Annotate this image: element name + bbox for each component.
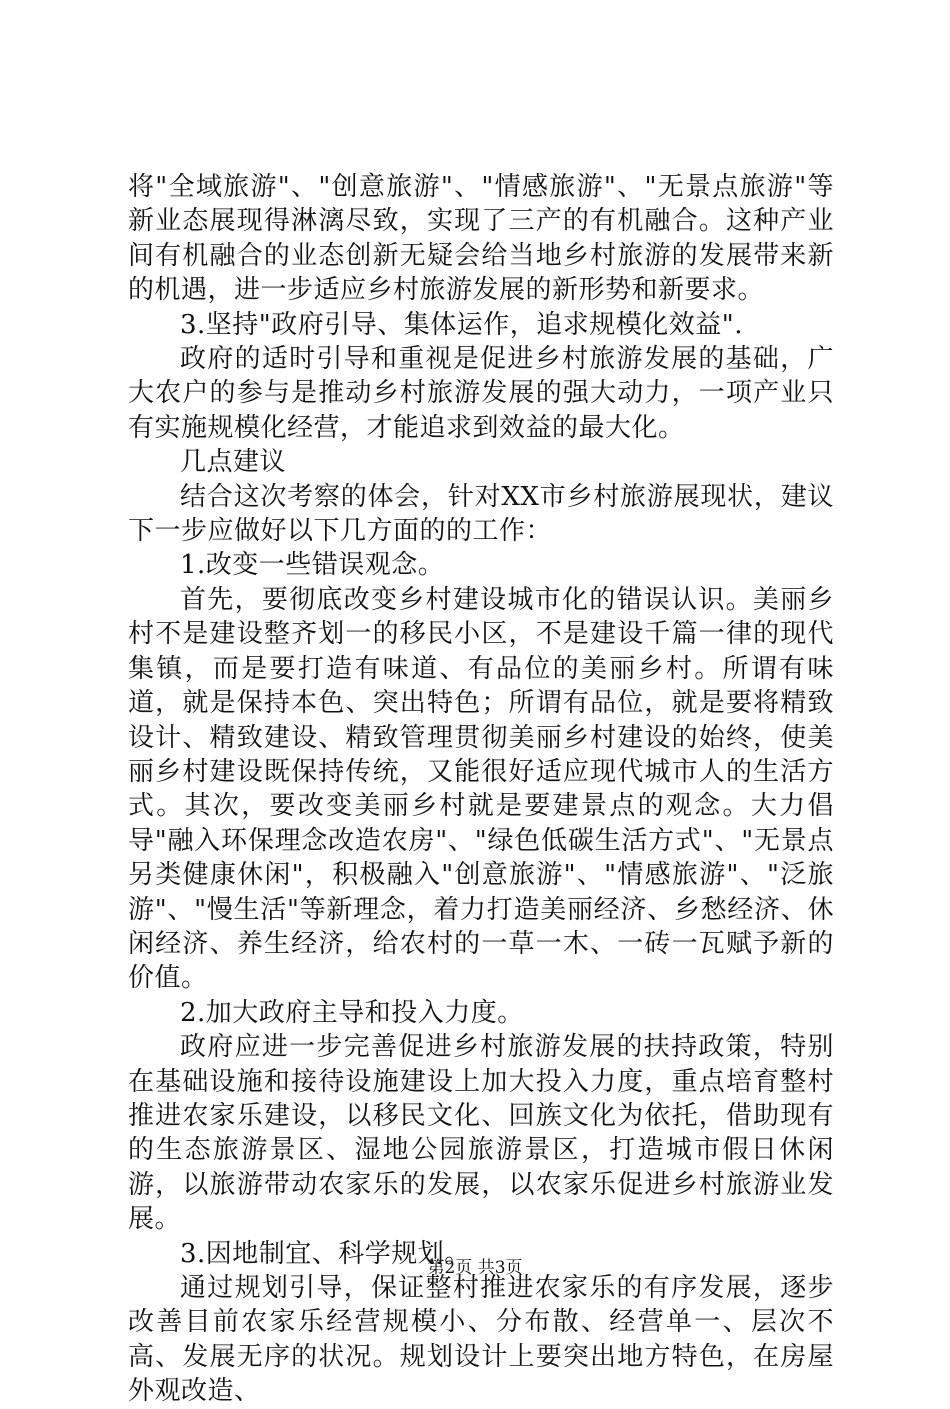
section-heading-3-planning: 3.因地制宜、科学规划。 <box>180 1238 471 1269</box>
document-body <box>128 170 834 1409</box>
section-heading-2-government-investment: 2.加大政府主导和投入力度。 <box>180 997 524 1028</box>
section-heading-1-change-concepts: 1.改变一些错误观念。 <box>180 550 445 581</box>
section-heading-suggestions: 几点建议 <box>180 447 287 478</box>
section-heading-3-government-guidance: 3.坚持"政府引导、集体运作，追求规模化效益". <box>180 309 743 340</box>
paragraph-planning: 通过规划引导，保证整村推进农家乐的有序发展，逐步改善目前农家乐经营规模小、分布散、经营单一、层次不高、发展无序的状况。规划设计上要突出地方特色，在房屋外观改造、 <box>128 1273 834 1407</box>
paragraph-1: 将"全域旅游"、"创意旅游"、"情感旅游"、"无景点旅游"等新业态展现得淋漓尽致，实现了三产的有机融合。这种产业间有机融合的业态创新无疑会给当地乡村旅游的发展带来新的机遇，进一步适应乡村旅游发展的新形势和新要求。 <box>128 172 834 306</box>
paragraph-change-concepts: 首先，要彻底改变乡村建设城市化的错误认识。美丽乡村不是建设整齐划一的移民小区，不是建设千篇一律的现代集镇，而是要打造有味道、有品位的美丽乡村。所谓有味道，就是保持本色、突出特色；所谓有品位，就是要将精致设计、精致建设、精致管理贯彻美丽乡村建设的始终，使美丽乡村建设既保持传统，又能很好适应现代城市人的生活方式。其次，要改变美丽乡村就是要建景点的观念。大力倡导"融入环保理念改造农房"、"绿色低碳生活方式"、"无景点另类健康休闲"，积极融入"创意旅游"、"情感旅游"、"泛旅游"、"慢生活"等新理念，着力打造美丽经济、乡愁经济、休闲经济、养生经济，给农村的一草一木、一砖一瓦赋予新的价值。 <box>128 584 834 994</box>
paragraph-government-guidance: 政府的适时引导和重视是促进乡村旅游发展的基础，广大农户的参与是推动乡村旅游发展的强大动力，一项产业只有实施规模化经营，才能追求到效益的最大化。 <box>128 344 834 443</box>
paragraph-suggestions-intro: 结合这次考察的体会，针对XX市乡村旅游展现状，建议下一步应做好以下几方面的的工作： <box>128 481 834 547</box>
page-footer: 第2页 共3页 <box>427 1258 523 1278</box>
paragraph-government-investment: 政府应进一步完善促进乡村旅游发展的扶持政策，特别在基础设施和接待设施建设上加大投入力度，重点培育整村推进农家乐建设，以移民文化、回族文化为依托，借助现有的生态旅游景区、湿地公园旅游景区，打造城市假日休闲游，以旅游带动农家乐的发展，以农家乐促进乡村旅游业发展。 <box>128 1032 834 1235</box>
